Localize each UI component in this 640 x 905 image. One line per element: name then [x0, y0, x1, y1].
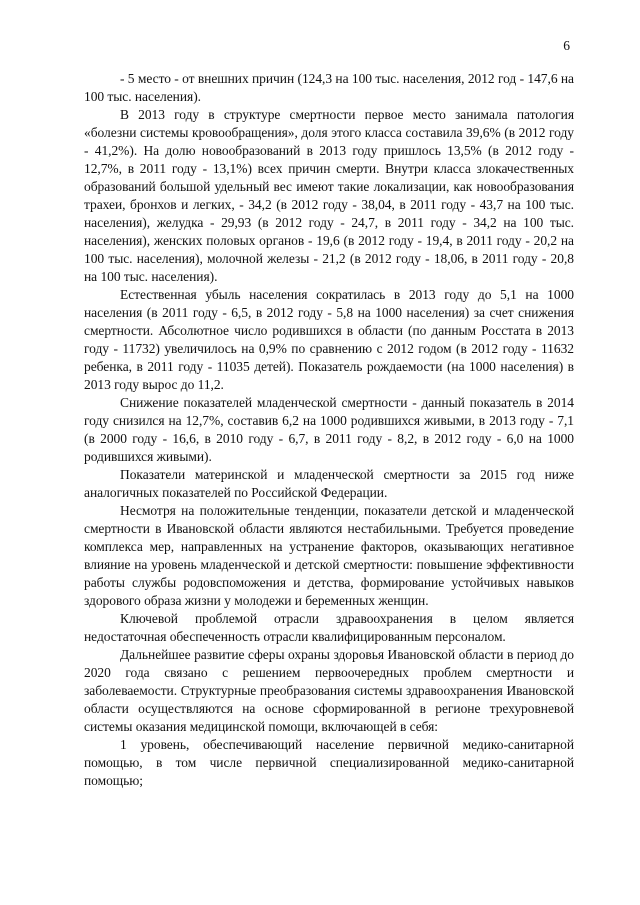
paragraph-infant-mortality: Снижение показателей младенческой смертности - данный показатель в 2014 году снизился на 12,7%, составив 6,2 на 1000 родившихся живыми, в 2013 году - 7,1 (в 2000 году - 16,6, в 2010 году - 6,7, в 2011 году - 8,2, в 2012 году - 6,0 на 1000 родившихся живыми). — [84, 395, 574, 464]
paragraph-further-development: Дальнейшее развитие сферы охраны здоровья Ивановской области в период до 2020 года связано с решением первоочередных проблем смертности и заболеваемости. Структурные преобразования системы здравоохранения Ивановской области осуществляются на основе сформированной в регионе трехуровневой системы оказания медицинской помощи, включающей в себя: — [84, 647, 574, 734]
page-number: 6 — [563, 38, 570, 53]
paragraph-external-causes: - 5 место - от внешних причин (124,3 на 100 тыс. населения, 2012 год - 147,6 на 100 тыс. населения). — [84, 71, 574, 104]
document-body — [84, 70, 574, 790]
paragraph-maternal-mortality: Показатели материнской и младенческой смертности за 2015 год ниже аналогичных показателей по Российской Федерации. — [84, 467, 574, 500]
paragraph-key-problem: Ключевой проблемой отрасли здравоохранения в целом является недостаточная обеспеченность отрасли квалифицированным персоналом. — [84, 611, 574, 644]
paragraph-mortality-structure: В 2013 году в структуре смертности первое место занимала патология «болезни системы кровообращения», доля этого класса составила 39,6% (в 2012 году - 41,2%). На долю новообразований в 2013 году пришлось 13,5% (в 2012 году - 12,7%, в 2011 году - 13,1%) всех причин смерти. Внутри класса злокачественных образований большой удельный вес имеют такие локализации, как новообразования трахеи, бронхов и легких, - 34,2 (в 2012 году - 38,04, в 2011 году - 43,7 на 100 тыс. населения), желудка - 29,93 (в 2012 году - 24,7, в 2011 году - 34,2 на 100 тыс. населения), женских половых органов - 19,6 (в 2012 году - 19,4, в 2011 году - 20,2 на 100 тыс. населения), молочной железы - 21,2 (в 2012 году - 18,06, в 2011 году - 20,8 на 100 тыс. населения). — [84, 107, 574, 284]
paragraph-natural-decline: Естественная убыль населения сократилась в 2013 году до 5,1 на 1000 населения (в 2011 году - 6,5, в 2012 году - 5,8 на 1000 населения) за счет снижения смертности. Абсолютное число родившихся в области (по данным Росстата в 2013 году - 11732) увеличилось на 0,9% по сравнению с 2012 годом (в 2012 году - 11632 ребенка, в 2011 году - 11035 детей). Показатель рождаемости (на 1000 населения) в 2013 году вырос до 11,2. — [84, 287, 574, 392]
paragraph-positive-trends: Несмотря на положительные тенденции, показатели детской и младенческой смертности в Ивановской области являются нестабильными. Требуется проведение комплекса мер, направленных на устранение факторов, оказывающих негативное влияние на уровень младенческой и детской смертности: повышение эффективности работы службы родовспоможения и детства, формирование устойчивых навыков здорового образа жизни у молодежи и беременных женщин. — [84, 503, 574, 608]
paragraph-level-one: 1 уровень, обеспечивающий население первичной медико-санитарной помощью, в том числе первичной специализированной медико-санитарной помощью; — [84, 737, 574, 788]
